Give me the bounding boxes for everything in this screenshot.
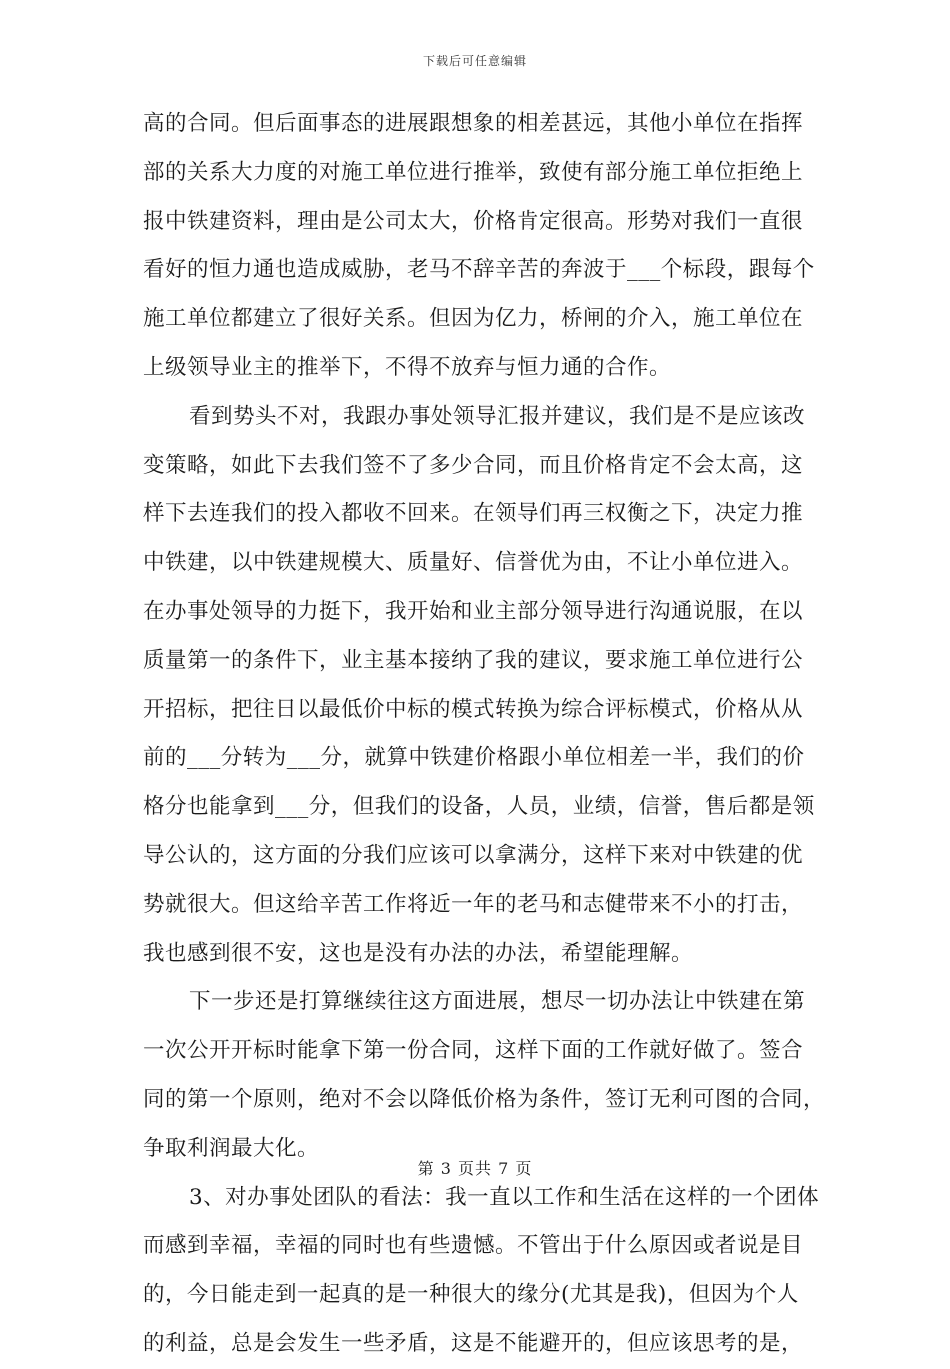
text-line: 导公认的，这方面的分我们应该可以拿满分，这样下来对中铁建的优 bbox=[143, 842, 804, 868]
paragraph-start-line: 看到势头不对，我跟办事处领导汇报并建议，我们是不是应该改 bbox=[189, 403, 806, 429]
text-line: 施工单位都建立了很好关系。但因为亿力，桥闸的介入，施工单位在 bbox=[143, 306, 804, 332]
text-line: 中铁建，以中铁建规模大、质量好、信誉优为由，不让小单位进入。 bbox=[143, 550, 804, 576]
text-line: 开招标，把往日以最低价中标的模式转换为综合评标模式，价格从从 bbox=[143, 696, 804, 722]
text-line: 样下去连我们的投入都收不回来。在领导们再三权衡之下，决定力推 bbox=[143, 501, 804, 527]
text-line: 在办事处领导的力挺下，我开始和业主部分领导进行沟通说服，在以 bbox=[143, 598, 804, 624]
text-line: 部的关系大力度的对施工单位进行推举，致使有部分施工单位拒绝上 bbox=[143, 159, 804, 185]
text-line: 报中铁建资料，理由是公司太大，价格肯定很高。形势对我们一直很 bbox=[143, 208, 804, 234]
text-line: 我也感到很不安，这也是没有办法的办法，希望能理解。 bbox=[143, 940, 694, 966]
text-line: 同的第一个原则，绝对不会以降低价格为条件，签订无利可图的合同， bbox=[143, 1086, 826, 1112]
text-line: 格分也能拿到___分，但我们的设备，人员，业绩，信誉，售后都是领 bbox=[143, 794, 815, 820]
text-line: 一次公开开标时能拿下第一份合同，这样下面的工作就好做了。签合 bbox=[143, 1038, 804, 1064]
text-line: 变策略，如此下去我们签不了多少合同，而且价格肯定不会太高，这 bbox=[143, 452, 804, 478]
text-line: 看好的恒力通也造成威胁，老马不辞辛苦的奔波于___个标段，跟每个 bbox=[143, 257, 815, 283]
text-line: 而感到幸福，幸福的同时也有些遗憾。不管出于什么原因或者说是目 bbox=[143, 1233, 804, 1259]
text-line: 的，今日能走到一起真的是一种很大的缘分(尤其是我)，但因为个人 bbox=[143, 1282, 799, 1308]
text-line: 高的合同。但后面事态的进展跟想象的相差甚远，其他小单位在指挥 bbox=[143, 111, 804, 136]
page-header: 下载后可任意编辑 bbox=[422, 54, 527, 68]
paragraph-start-line: 3、对办事处团队的看法：我一直以工作和生活在这样的一个团体 bbox=[189, 1184, 820, 1210]
text-line: 质量第一的条件下，业主基本接纳了我的建议，要求施工单位进行公 bbox=[143, 647, 804, 673]
paragraph-start-line: 下一步还是打算继续往这方面进展，想尽一切办法让中铁建在第 bbox=[189, 989, 806, 1015]
text-line: 争取利润最大化。 bbox=[143, 1135, 320, 1161]
text-line: 的利益，总是会发生一些矛盾，这是不能避开的，但应该思考的是， bbox=[143, 1330, 804, 1356]
text-line: 前的___分转为___分，就算中铁建价格跟小单位相差一半，我们的价 bbox=[143, 745, 805, 771]
page-number-footer: 第 3 页共 7 页 bbox=[417, 1159, 533, 1178]
text-line: 上级领导业主的推举下，不得不放弃与恒力通的合作。 bbox=[143, 354, 672, 380]
text-line: 势就很大。但这给辛苦工作将近一年的老马和志健带来不小的打击， bbox=[143, 891, 804, 917]
